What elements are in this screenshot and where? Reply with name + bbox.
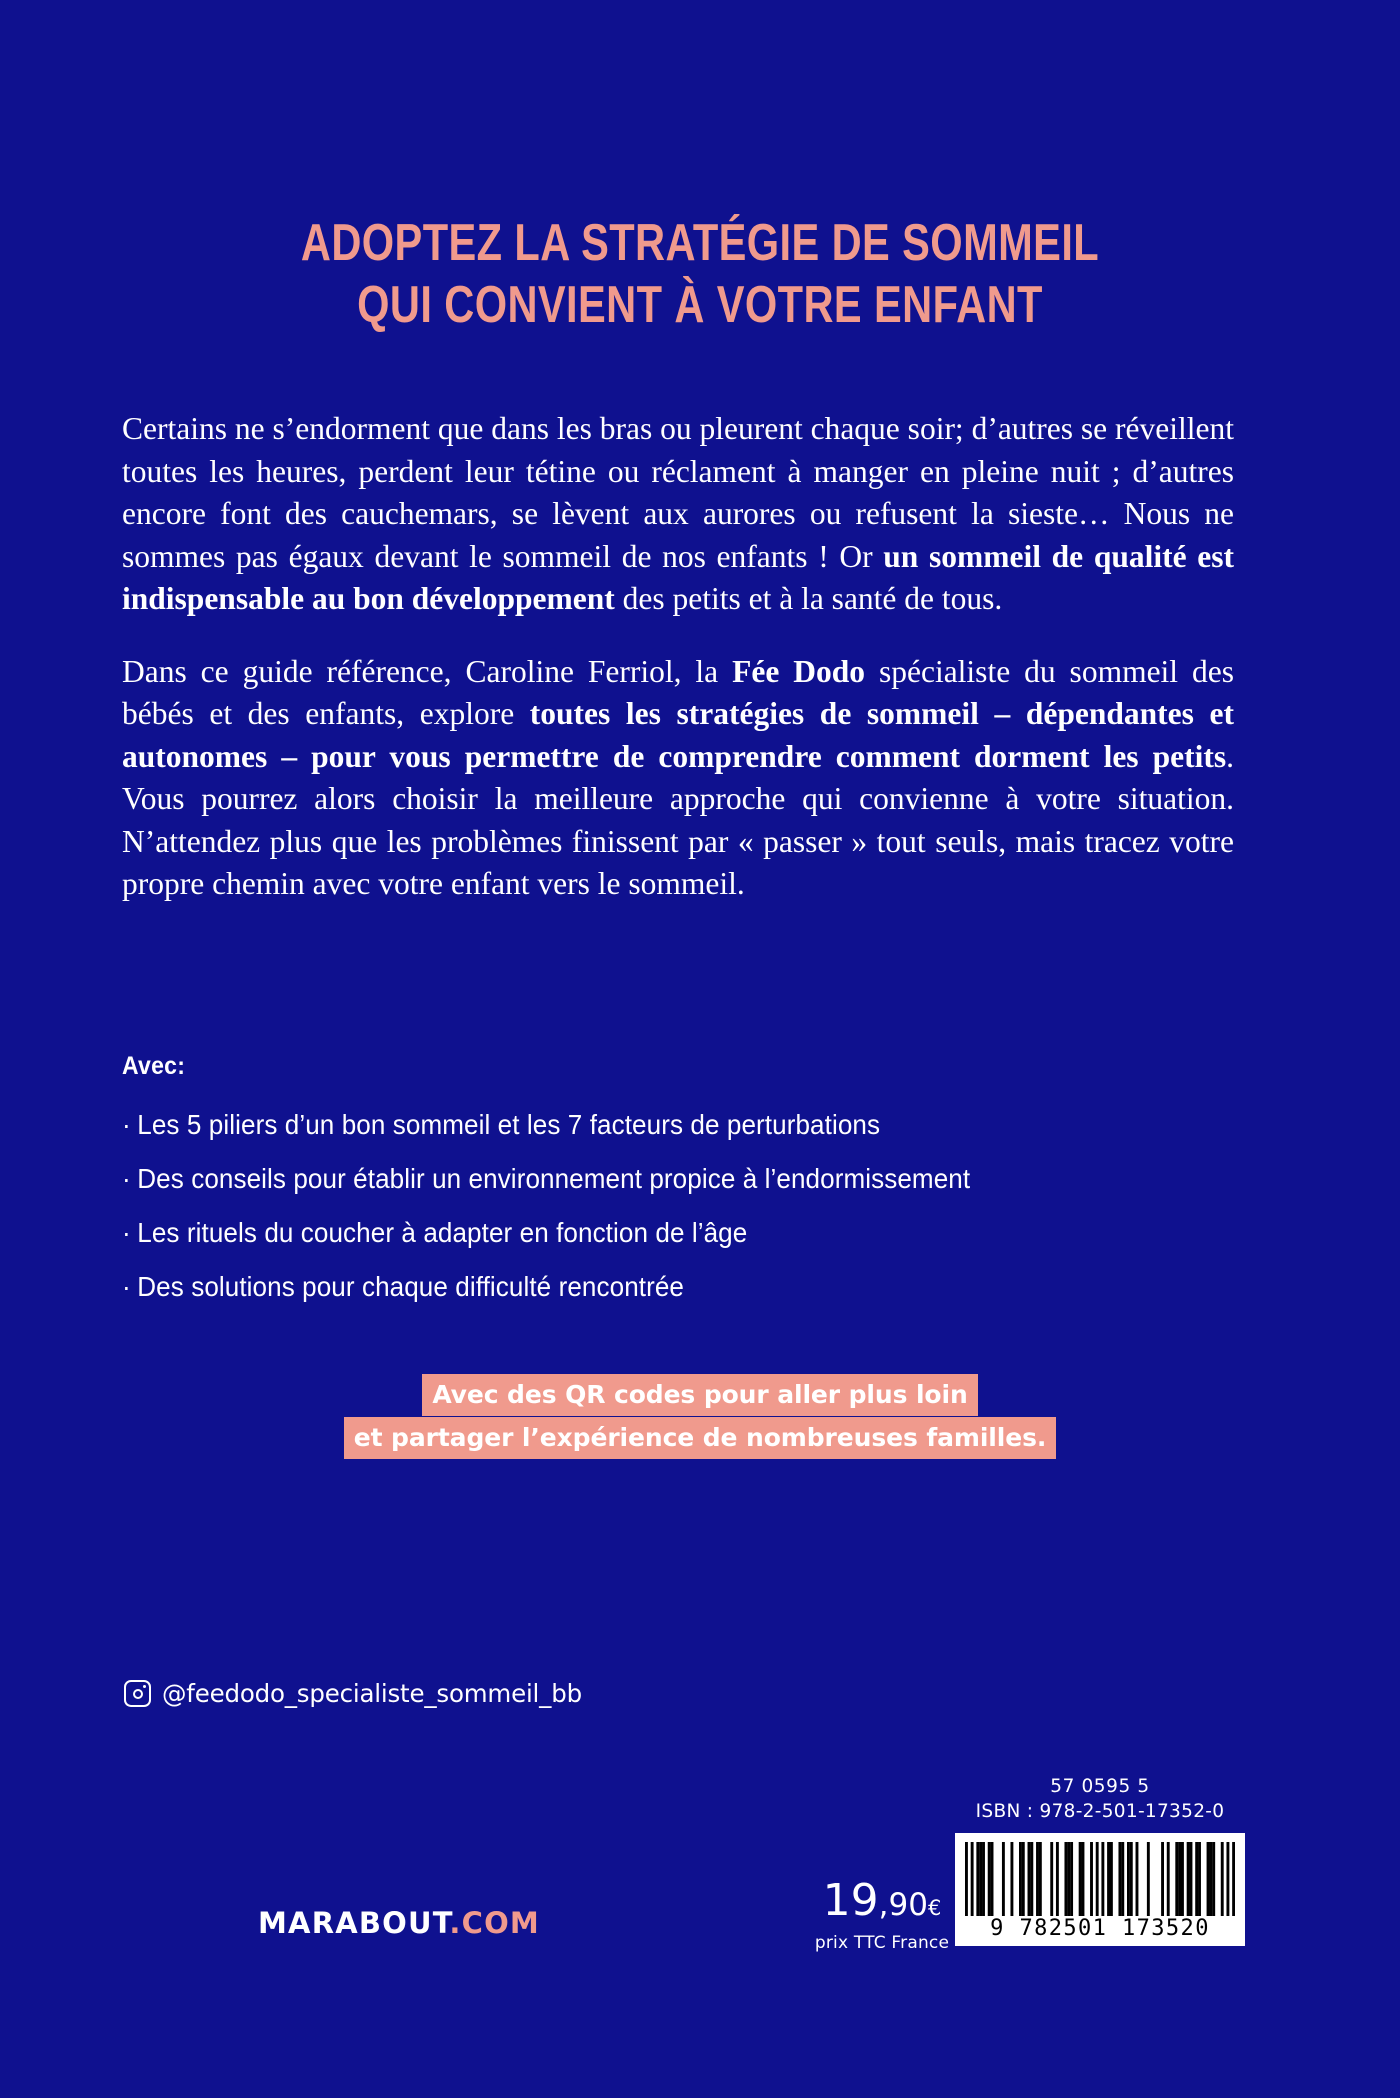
p2-text-a: Dans ce guide référence, Caroline Ferriol, la	[122, 653, 733, 689]
publisher-domain: .COM	[449, 1906, 540, 1940]
list-item	[122, 1152, 1182, 1206]
barcode	[955, 1833, 1245, 1946]
currency-symbol: €	[927, 1896, 942, 1920]
price-note: prix TTC France	[814, 1933, 950, 1953]
price-integer: 19	[822, 1875, 879, 1926]
isbn-label: ISBN : 978-2-501-17352-0	[975, 1801, 1225, 1822]
instagram-link[interactable]	[124, 1679, 582, 1708]
qr-callout-line-2: et partager l’expérience de nombreuses familles.	[344, 1417, 1057, 1459]
bullet-dot-icon: ·	[122, 1163, 131, 1194]
cover-title	[0, 212, 1400, 336]
price-block	[812, 1875, 952, 1953]
instagram-handle: @feedodo_specialiste_sommeil_bb	[162, 1679, 582, 1708]
list-item-label: Des solutions pour chaque difficulté rencontrée	[137, 1271, 685, 1302]
p2-bold-strategies: toutes les stratégies de sommeil – dépendantes et autonomes – pour vous permettre de comprendre comment dorment les petits	[122, 696, 1234, 774]
p1-text-b: des petits et à la santé de tous.	[614, 581, 1003, 616]
barcode-bars-icon	[965, 1842, 1235, 1916]
price-cents: ,90	[878, 1887, 928, 1923]
title-line-2: QUI CONVIENT À VOTRE ENFANT	[357, 276, 1043, 334]
price-value	[812, 1875, 952, 1931]
publisher-name: MARABOUT	[258, 1906, 450, 1940]
list-item-label: Des conseils pour établir un environnement propice à l’endormissement	[137, 1163, 971, 1194]
paragraph-1	[122, 408, 1234, 621]
qr-callout-line-1: Avec des QR codes pour aller plus loin	[422, 1374, 977, 1416]
p2-bold-fee-dodo: Fée Dodo	[732, 653, 866, 689]
bullet-dot-icon: ·	[122, 1271, 131, 1302]
title-line-1: ADOPTEZ LA STRATÉGIE DE SOMMEIL	[300, 214, 1100, 272]
list-item	[122, 1260, 1182, 1314]
p2-text-b: spécialiste du sommeil des bébés et des enfants, explore	[122, 653, 1234, 731]
p1-bold: un sommeil de qualité est indispensable au bon développement	[122, 538, 1234, 616]
list-item	[122, 1098, 1182, 1152]
blurb-text	[122, 408, 1234, 906]
paragraph-2	[122, 651, 1234, 906]
internal-code: 57 0595 5	[1050, 1776, 1150, 1797]
qr-callout	[0, 1374, 1400, 1459]
list-item-label: Les 5 piliers d’un bon sommeil et les 7 facteurs de perturbations	[137, 1109, 881, 1140]
publisher-logo	[258, 1906, 540, 1940]
avec-heading: Avec:	[122, 1052, 186, 1080]
p2-text-c: . Vous pourrez alors choisir la meilleure approche qui convienne à votre situation. N’attendez plus que les problèmes finissent par « passer » tout seuls, mais tracez votre propre chemin avec votre enfant vers le sommeil.	[122, 738, 1234, 901]
isbn-barcode-area	[955, 1775, 1245, 1946]
list-item	[122, 1206, 1182, 1260]
bullet-dot-icon: ·	[122, 1217, 131, 1248]
bullet-dot-icon: ·	[122, 1109, 131, 1140]
list-item-label: Les rituels du coucher à adapter en fonction de l’âge	[137, 1217, 748, 1248]
instagram-icon	[124, 1680, 151, 1707]
p1-text-a: Certains ne s’endorment que dans les bras ou pleurent chaque soir; d’autres se réveillent toutes les heures, perdent leur tétine ou réclament à manger en pleine nuit ; d’autres encore font des cauchemars, se lèvent aux aurores ou refusent la sieste… Nous ne sommes pas égaux devant le sommeil de nos enfants ! Or	[122, 411, 1234, 574]
barcode-digits: 9 782501 173520	[990, 1916, 1210, 1941]
feature-list	[122, 1098, 1262, 1314]
